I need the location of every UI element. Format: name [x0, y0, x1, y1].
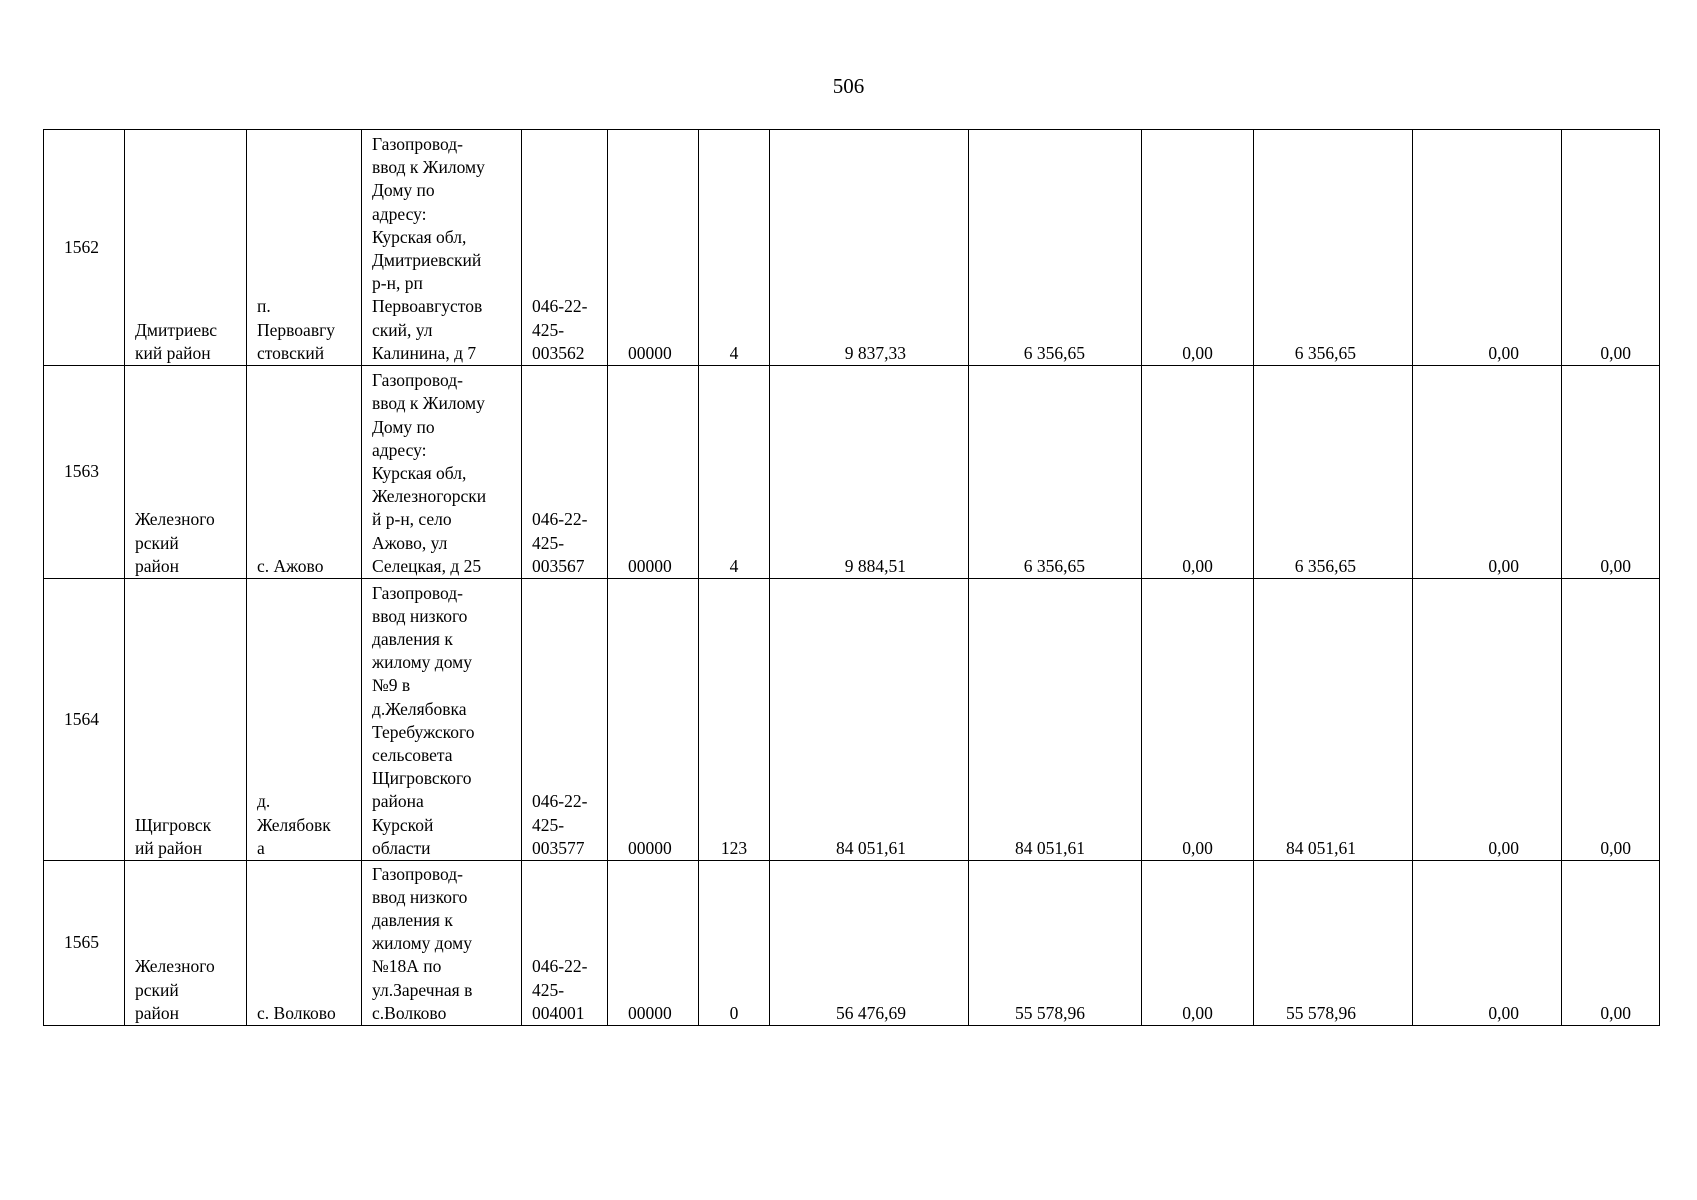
value-2-cell: 84 051,61 — [969, 579, 1142, 861]
registry-table — [43, 129, 1660, 1026]
locality-cell: д. Желябовк а — [247, 579, 362, 861]
value-5-cell: 0,00 — [1413, 579, 1562, 861]
value-3-cell: 0,00 — [1142, 861, 1254, 1026]
inventory-code-cell: 046-22- 425- 004001 — [522, 861, 608, 1026]
value-6-cell: 0,00 — [1562, 366, 1660, 579]
locality-cell: п. Первоавгу стовский — [247, 130, 362, 366]
value-6-cell: 0,00 — [1562, 579, 1660, 861]
zero-code-cell: 00000 — [608, 861, 699, 1026]
table-row — [44, 861, 1660, 1026]
value-3-cell: 0,00 — [1142, 579, 1254, 861]
zero-code-cell: 00000 — [608, 366, 699, 579]
value-5-cell: 0,00 — [1413, 366, 1562, 579]
page-number: 506 — [832, 74, 865, 98]
inventory-code-cell: 046-22- 425- 003567 — [522, 366, 608, 579]
row-number: 1562 — [44, 130, 125, 366]
count-cell: 123 — [699, 579, 770, 861]
district-cell: Дмитриевс кий район — [125, 130, 247, 366]
value-4-cell: 6 356,65 — [1254, 130, 1413, 366]
value-4-cell: 55 578,96 — [1254, 861, 1413, 1026]
inventory-code-cell: 046-22- 425- 003562 — [522, 130, 608, 366]
value-4-cell: 84 051,61 — [1254, 579, 1413, 861]
object-description-cell: Газопровод- ввод к Жилому Дому по адресу: Курская обл, Железногорски й р-н, село Ажово, ул Селецкая, д 25 — [362, 366, 522, 579]
locality-cell: с. Волково — [247, 861, 362, 1026]
value-2-cell: 55 578,96 — [969, 861, 1142, 1026]
count-cell: 0 — [699, 861, 770, 1026]
district-cell: Железного рский район — [125, 366, 247, 579]
value-6-cell: 0,00 — [1562, 861, 1660, 1026]
table-row — [44, 130, 1660, 366]
value-3-cell: 0,00 — [1142, 366, 1254, 579]
value-3-cell: 0,00 — [1142, 130, 1254, 366]
district-cell: Железного рский район — [125, 861, 247, 1026]
locality-cell: с. Ажово — [247, 366, 362, 579]
value-1-cell: 9 837,33 — [770, 130, 969, 366]
value-2-cell: 6 356,65 — [969, 130, 1142, 366]
value-6-cell: 0,00 — [1562, 130, 1660, 366]
table-row — [44, 579, 1660, 861]
row-number: 1563 — [44, 366, 125, 579]
value-5-cell: 0,00 — [1413, 861, 1562, 1026]
row-number: 1565 — [44, 861, 125, 1026]
count-cell: 4 — [699, 366, 770, 579]
inventory-code-cell: 046-22- 425- 003577 — [522, 579, 608, 861]
object-description-cell: Газопровод- ввод низкого давления к жилому дому №18А по ул.Заречная в с.Волково — [362, 861, 522, 1026]
value-1-cell: 56 476,69 — [770, 861, 969, 1026]
object-description-cell: Газопровод- ввод низкого давления к жилому дому №9 в д.Желябовка Теребужского сельсовета Щигровского района Курской области — [362, 579, 522, 861]
value-1-cell: 84 051,61 — [770, 579, 969, 861]
value-1-cell: 9 884,51 — [770, 366, 969, 579]
row-number: 1564 — [44, 579, 125, 861]
count-cell: 4 — [699, 130, 770, 366]
district-cell: Щигровск ий район — [125, 579, 247, 861]
zero-code-cell: 00000 — [608, 130, 699, 366]
value-4-cell: 6 356,65 — [1254, 366, 1413, 579]
table-row — [44, 366, 1660, 579]
value-5-cell: 0,00 — [1413, 130, 1562, 366]
object-description-cell: Газопровод- ввод к Жилому Дому по адресу: Курская обл, Дмитриевский р-н, рп Первоавгустов ский, ул Калинина, д 7 — [362, 130, 522, 366]
value-2-cell: 6 356,65 — [969, 366, 1142, 579]
zero-code-cell: 00000 — [608, 579, 699, 861]
